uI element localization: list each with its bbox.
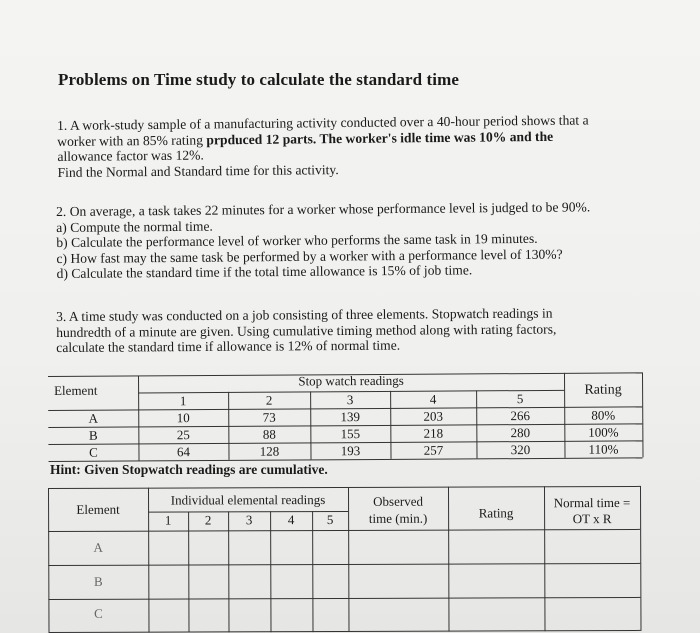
- problem-1-line-3: allowance factor was 12%.: [57, 147, 204, 164]
- row-a-rating: 80%: [591, 407, 616, 423]
- problem-2-line-1: 2. On average, a task takes 22 minutes for a worker whose performance level is judged to be 90%.: [56, 199, 591, 219]
- col-header-2: 2: [265, 392, 273, 408]
- row-c-reading-5: 320: [510, 442, 531, 458]
- row-a-reading-3: 139: [340, 409, 361, 425]
- col-header-3: 3: [346, 392, 354, 408]
- col-header-5: 5: [516, 391, 524, 407]
- row-c-rating: 110%: [588, 441, 619, 457]
- row-a-reading-5: 266: [510, 408, 531, 424]
- row-a-element: A: [88, 410, 98, 426]
- produced-parts-text: prpduced 12 parts.: [206, 130, 317, 147]
- stopwatch-readings-table: [48, 372, 643, 464]
- row-b-element: B: [88, 427, 98, 443]
- col2-header-1: 1: [164, 512, 172, 528]
- normal-time-header-line-2: OT x R: [572, 511, 612, 527]
- problem-2: [56, 199, 591, 281]
- rating-header-2: Rating: [478, 505, 514, 521]
- problem-2-line-5: d) Calculate the standard time if the total time allowance is 15% of job time.: [56, 262, 473, 281]
- row-c-element: C: [89, 444, 98, 460]
- hint-text: Hint: Given Stopwatch readings are cumulative.: [50, 462, 328, 477]
- normal-time-header-line-1: Normal time =: [553, 494, 631, 511]
- row-b-reading-5: 280: [510, 425, 531, 441]
- col2-header-3: 3: [245, 512, 253, 528]
- problem-1-line-2: worker with an 85% rating prpduced 12 parts. The worker's idle time was 10% and the: [57, 128, 554, 149]
- col2-header-5: 5: [326, 512, 334, 528]
- col2-header-2: 2: [204, 512, 212, 528]
- individual-readings-header: Individual elemental readings: [170, 492, 326, 508]
- col-header-1: 1: [179, 393, 187, 409]
- stopwatch-group-header: Stop watch readings: [298, 372, 404, 389]
- problem-1-line-4: Find the Normal and Standard time for this activity.: [57, 161, 339, 180]
- row2-c-element: C: [94, 605, 103, 621]
- row-c-reading-3: 193: [340, 443, 361, 459]
- row-b-reading-3: 155: [340, 426, 361, 442]
- rating-header: Rating: [584, 382, 622, 398]
- row-c-reading-4: 257: [423, 442, 444, 458]
- row2-a-element: A: [93, 539, 103, 555]
- row-a-reading-4: 203: [423, 408, 444, 424]
- row-b-rating: 100%: [588, 424, 619, 440]
- element-header: Element: [54, 382, 98, 398]
- problem-3-line-3: calculate the standard time if allowance is 12% of normal time.: [56, 337, 401, 355]
- col-header-4: 4: [429, 391, 437, 407]
- observed-header-line-1: Observed: [373, 493, 423, 509]
- idle-time-text: The worker's idle time was 10% and the: [316, 128, 554, 146]
- problem-3-line-1: 3. A time study was conducted on a job consisting of three elements. Stopwatch readings in: [56, 305, 553, 324]
- row-b-reading-4: 218: [423, 425, 444, 441]
- row-b-reading-1: 25: [176, 427, 190, 443]
- page-title: Problems on Time study to calculate the standard time: [58, 70, 460, 89]
- observed-header-line-2: time (min.): [368, 510, 428, 526]
- elemental-readings-table: [48, 486, 641, 633]
- problem-2-line-4: c) How fast may the same task be performed by a worker with a performance level of 130%?: [56, 246, 563, 266]
- row-c-reading-2: 128: [259, 443, 280, 459]
- problem-1-line-1: 1. A work-study sample of a manufacturing activity conducted over a 40-hour period shows that a: [57, 112, 589, 133]
- row-c-reading-1: 64: [176, 444, 191, 460]
- row-a-reading-2: 73: [262, 409, 276, 425]
- row2-b-element: B: [93, 573, 103, 589]
- row-a-reading-1: 10: [176, 410, 190, 426]
- problem-3: [56, 306, 557, 356]
- problem-1: [57, 112, 589, 180]
- problem-2-line-2: a) Compute the normal time.: [56, 218, 213, 235]
- col2-header-4: 4: [287, 512, 295, 528]
- problem-3-line-2: hundredth of a minute are given. Using cumulative timing method along with rating factors,: [56, 321, 557, 340]
- row-b-reading-2: 88: [262, 426, 276, 442]
- problem-2-line-3: b) Calculate the performance level of worker who performs the same task in 19 minutes.: [56, 230, 538, 250]
- element-header-2: Element: [76, 501, 120, 517]
